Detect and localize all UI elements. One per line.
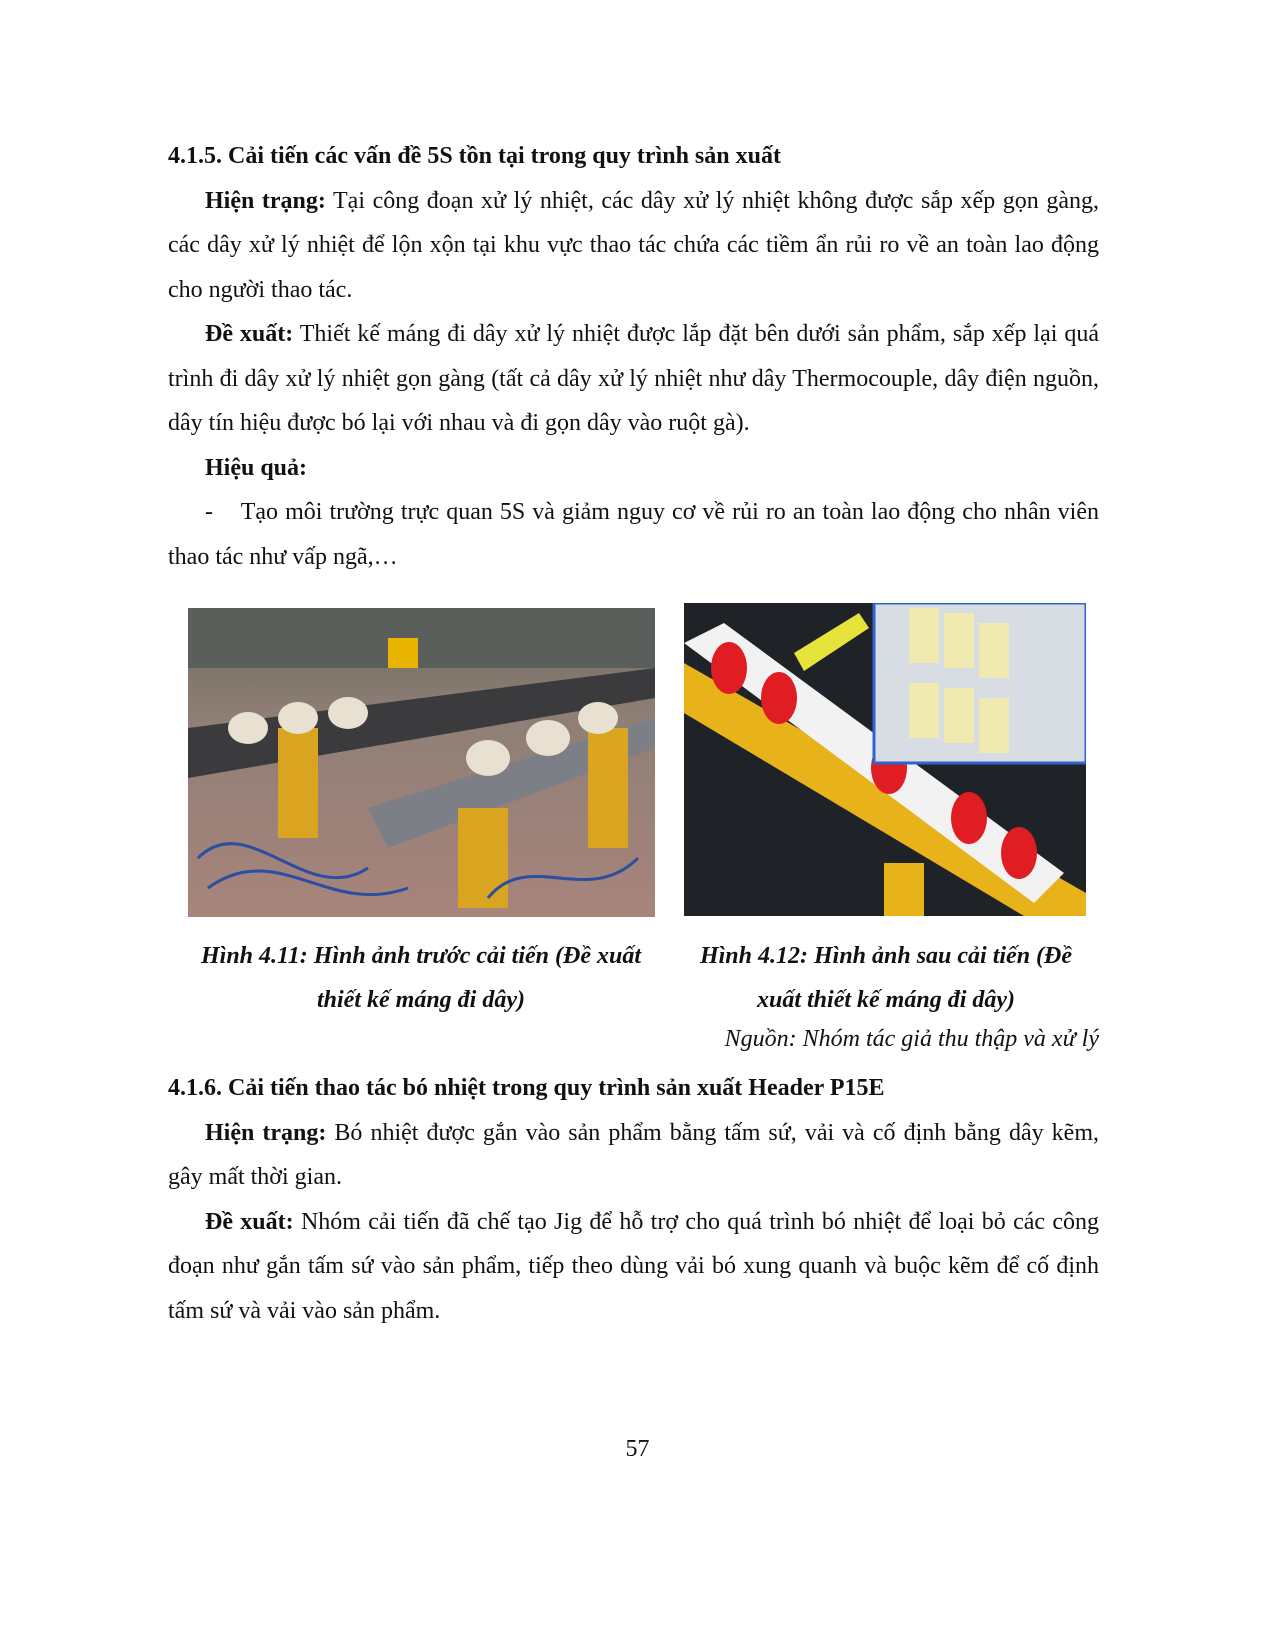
proposal-paragraph [168,312,1099,446]
section-heading: 4.1.5. Cải tiến các vấn đề 5S tồn tại trong quy trình sản xuất [168,143,781,169]
page-number: 57 [625,1436,650,1462]
status-text: Bó nhiệt được gắn vào sản phẩm bằng tấm sứ, vải và cố định bằng dây kẽm, gây mất thời gian. [168,1119,1099,1190]
proposal-text: Nhóm cải tiến đã chế tạo Jig để hỗ trợ cho quá trình bó nhiệt để loại bỏ các công đoạn như gắn tấm sứ vào sản phẩm, tiếp theo dùng vải bó xung quanh và buộc kẽm để cố định tấm sứ và vải vào sản phẩm. [168,1208,1099,1324]
proposal-text: Thiết kế máng đi dây xử lý nhiệt được lắp đặt bên dưới sản phẩm, sắp xếp lại quá trình đi dây xử lý nhiệt gọn gàng (tất cả dây xử lý nhiệt như dây Thermocouple, dây điện nguồn, dây tín hiệu được bó lại với nhau và đi gọn dây vào ruột gà). [168,321,1099,436]
figure-caption-4-12: Hình 4.12: Hình ảnh sau cải tiến (Đề xuất thiết kế máng đi dây) [699,943,1073,1013]
effect-label: Hiệu quả: [205,454,308,481]
section-4-1-5 [168,134,1105,579]
effect-heading [168,446,1099,491]
figure-before-photo [188,608,655,917]
status-paragraph [168,1111,1099,1200]
status-text: Tại công đoạn xử lý nhiệt, các dây xử lý nhiệt không được sắp xếp gọn gàng, các dây xử lý nhiệt để lộn xộn tại khu vực thao tác chứa các tiềm ẩn rủi ro về an toàn lao động cho người thao tác. [168,187,1099,303]
status-label: Hiện trạng: [205,1119,327,1146]
figure-source: Nguồn: Nhóm tác giả thu thập và xử lý [724,1026,1099,1052]
proposal-label: Đề xuất: [205,321,294,347]
section-heading: 4.1.6. Cải tiến thao tác bó nhiệt trong quy trình sản xuất Header P15E [168,1075,885,1101]
bullet-item: - Tạo môi trường trực quan 5S và giảm nguy cơ về rủi ro an toàn lao động cho nhân viên thao tác như vấp ngã,… [168,499,1105,570]
figure-caption-4-11: Hình 4.11: Hình ảnh trước cải tiến (Đề xuất thiết kế máng đi dây) [201,943,641,1013]
status-label: Hiện trạng: [205,187,326,214]
status-paragraph [168,179,1099,313]
proposal-label: Đề xuất: [205,1208,294,1235]
proposal-paragraph [168,1200,1099,1334]
section-4-1-6 [168,1066,1099,1333]
figure-after-render [684,603,1086,916]
